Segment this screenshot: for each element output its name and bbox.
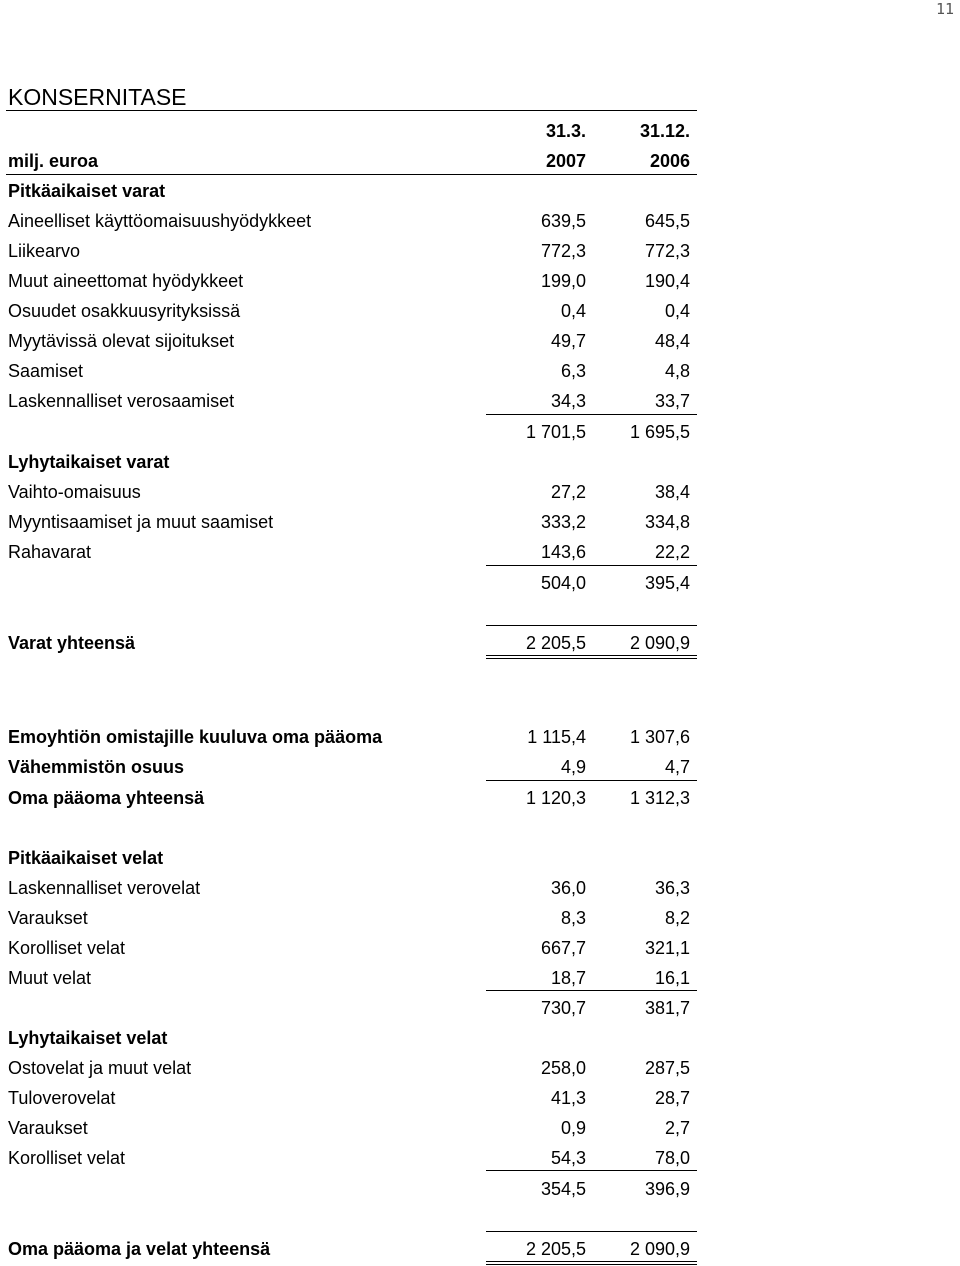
value-2006: 321,1 — [644, 938, 690, 958]
value-2006: 33,7 — [654, 391, 690, 411]
total-row — [0, 628, 700, 658]
row-label: Korolliset velat — [8, 938, 126, 958]
table-row — [0, 903, 700, 933]
value-2006: 48,4 — [654, 331, 690, 351]
value-2006: 395,4 — [644, 573, 690, 593]
row-label: Oma pääoma ja velat yhteensä — [8, 1239, 271, 1259]
value-2007: 49,7 — [550, 331, 586, 351]
value-2006: 772,3 — [644, 241, 690, 261]
value-2007: 772,3 — [540, 241, 586, 261]
value-2006: 1 307,6 — [629, 727, 690, 747]
table-row — [0, 356, 700, 386]
total-rule — [486, 1231, 697, 1232]
header-rule — [6, 174, 697, 175]
section-heading — [0, 176, 700, 206]
value-2006: 2,7 — [664, 1118, 690, 1138]
value-2006: 16,1 — [654, 968, 690, 988]
table-row — [0, 386, 700, 416]
row-label: Pitkäaikaiset velat — [8, 848, 164, 868]
total-rule — [486, 625, 697, 626]
subtotal-rule — [486, 990, 697, 991]
value-2006: 28,7 — [654, 1088, 690, 1108]
value-2006: 22,2 — [654, 542, 690, 562]
table-row — [0, 326, 700, 356]
header-years-row — [0, 146, 700, 176]
value-2006: 8,2 — [664, 908, 690, 928]
table-row — [0, 266, 700, 296]
value-2007: 2 205,5 — [525, 633, 586, 653]
subtotal-rule — [486, 565, 697, 566]
value-2007: 1 115,4 — [527, 727, 586, 747]
section-heading — [0, 843, 700, 873]
value-2006: 2 090,9 — [629, 1239, 690, 1259]
value-2007: 730,7 — [540, 998, 586, 1018]
total-double-rule — [486, 655, 697, 659]
row-label: Vähemmistön osuus — [8, 757, 185, 777]
table-row — [0, 1143, 700, 1173]
row-label: Laskennalliset verovelat — [8, 878, 201, 898]
row-label: Myytävissä olevat sijoitukset — [8, 331, 235, 351]
page-title: KONSERNITASE — [8, 84, 187, 110]
subtotal-rule — [486, 1170, 697, 1171]
value-2007: 0,9 — [560, 1118, 586, 1138]
value-2007: 27,2 — [550, 482, 586, 502]
row-label: Muut aineettomat hyödykkeet — [8, 271, 244, 291]
total-double-rule — [486, 1261, 697, 1265]
subtotal-row — [0, 417, 700, 447]
table-row — [0, 873, 700, 903]
value-2007: 199,0 — [540, 271, 586, 291]
subtotal-row — [0, 993, 700, 1023]
row-label: Liikearvo — [8, 241, 81, 261]
row-label: Saamiset — [8, 361, 84, 381]
value-2007: 8,3 — [560, 908, 586, 928]
row-label: Myyntisaamiset ja muut saamiset — [8, 512, 274, 532]
row-label: Pitkäaikaiset varat — [8, 181, 166, 201]
section-heading — [0, 447, 700, 477]
table-row — [0, 537, 700, 567]
table-row — [0, 236, 700, 266]
value-2007: 258,0 — [540, 1058, 586, 1078]
value-2007: 354,5 — [540, 1179, 586, 1199]
subtotal-rule — [486, 414, 697, 415]
subtotal-row — [0, 783, 700, 813]
row-label: Varaukset — [8, 1118, 88, 1138]
header-year-2: 2006 — [649, 151, 690, 171]
row-label: Korolliset velat — [8, 1148, 126, 1168]
value-2006: 38,4 — [654, 482, 690, 502]
table-row — [0, 206, 700, 236]
row-label: Laskennalliset verosaamiset — [8, 391, 235, 411]
header-date-1: 31.3. — [545, 121, 586, 141]
table-row — [0, 752, 700, 782]
table-row — [0, 1113, 700, 1143]
value-2006: 190,4 — [644, 271, 690, 291]
value-2007: 54,3 — [550, 1148, 586, 1168]
value-2007: 1 701,5 — [525, 422, 586, 442]
row-label: Oma pääoma yhteensä — [8, 788, 205, 808]
row-label: Varat yhteensä — [8, 633, 136, 653]
subtotal-rule — [486, 780, 697, 781]
unit-label: milj. euroa — [8, 151, 99, 171]
value-2007: 18,7 — [550, 968, 586, 988]
table-row — [0, 507, 700, 537]
value-2007: 34,3 — [550, 391, 586, 411]
value-2006: 4,7 — [664, 757, 690, 777]
value-2006: 396,9 — [644, 1179, 690, 1199]
value-2007: 6,3 — [560, 361, 586, 381]
table-row — [0, 296, 700, 326]
value-2006: 0,4 — [664, 301, 690, 321]
table-row — [0, 722, 700, 752]
row-label: Ostovelat ja muut velat — [8, 1058, 192, 1078]
total-row — [0, 1234, 700, 1264]
value-2007: 333,2 — [540, 512, 586, 532]
value-2006: 2 090,9 — [629, 633, 690, 653]
row-label: Aineelliset käyttöomaisuushyödykkeet — [8, 211, 312, 231]
value-2007: 36,0 — [550, 878, 586, 898]
row-label: Lyhytaikaiset velat — [8, 1028, 168, 1048]
row-label: Lyhytaikaiset varat — [8, 452, 170, 472]
value-2006: 36,3 — [654, 878, 690, 898]
table-row — [0, 1053, 700, 1083]
subtotal-row — [0, 1174, 700, 1204]
row-label: Muut velat — [8, 968, 92, 988]
value-2007: 143,6 — [540, 542, 586, 562]
value-2006: 287,5 — [644, 1058, 690, 1078]
table-row — [0, 933, 700, 963]
value-2006: 1 695,5 — [629, 422, 690, 442]
row-label: Emoyhtiön omistajille kuuluva oma pääoma — [8, 727, 383, 747]
value-2007: 2 205,5 — [525, 1239, 586, 1259]
value-2006: 1 312,3 — [629, 788, 690, 808]
row-label: Rahavarat — [8, 542, 92, 562]
value-2007: 0,4 — [560, 301, 586, 321]
subtotal-row — [0, 568, 700, 598]
row-label: Vaihto-omaisuus — [8, 482, 141, 502]
value-2007: 1 120,3 — [525, 788, 586, 808]
value-2006: 334,8 — [644, 512, 690, 532]
value-2007: 667,7 — [540, 938, 586, 958]
section-heading — [0, 1023, 700, 1053]
value-2007: 504,0 — [540, 573, 586, 593]
value-2006: 645,5 — [644, 211, 690, 231]
row-label: Tuloverovelat — [8, 1088, 116, 1108]
page-number: 11 — [935, 0, 954, 18]
value-2007: 639,5 — [540, 211, 586, 231]
header-year-1: 2007 — [545, 151, 586, 171]
row-label: Varaukset — [8, 908, 88, 928]
table-row — [0, 477, 700, 507]
table-row — [0, 1083, 700, 1113]
value-2006: 78,0 — [654, 1148, 690, 1168]
value-2007: 41,3 — [550, 1088, 586, 1108]
value-2007: 4,9 — [560, 757, 586, 777]
header-date-2: 31.12. — [639, 121, 690, 141]
value-2006: 4,8 — [664, 361, 690, 381]
table-row — [0, 963, 700, 993]
row-label: Osuudet osakkuusyrityksissä — [8, 301, 241, 321]
header-dates-row — [0, 116, 700, 146]
value-2006: 381,7 — [644, 998, 690, 1018]
title-rule — [6, 110, 697, 111]
